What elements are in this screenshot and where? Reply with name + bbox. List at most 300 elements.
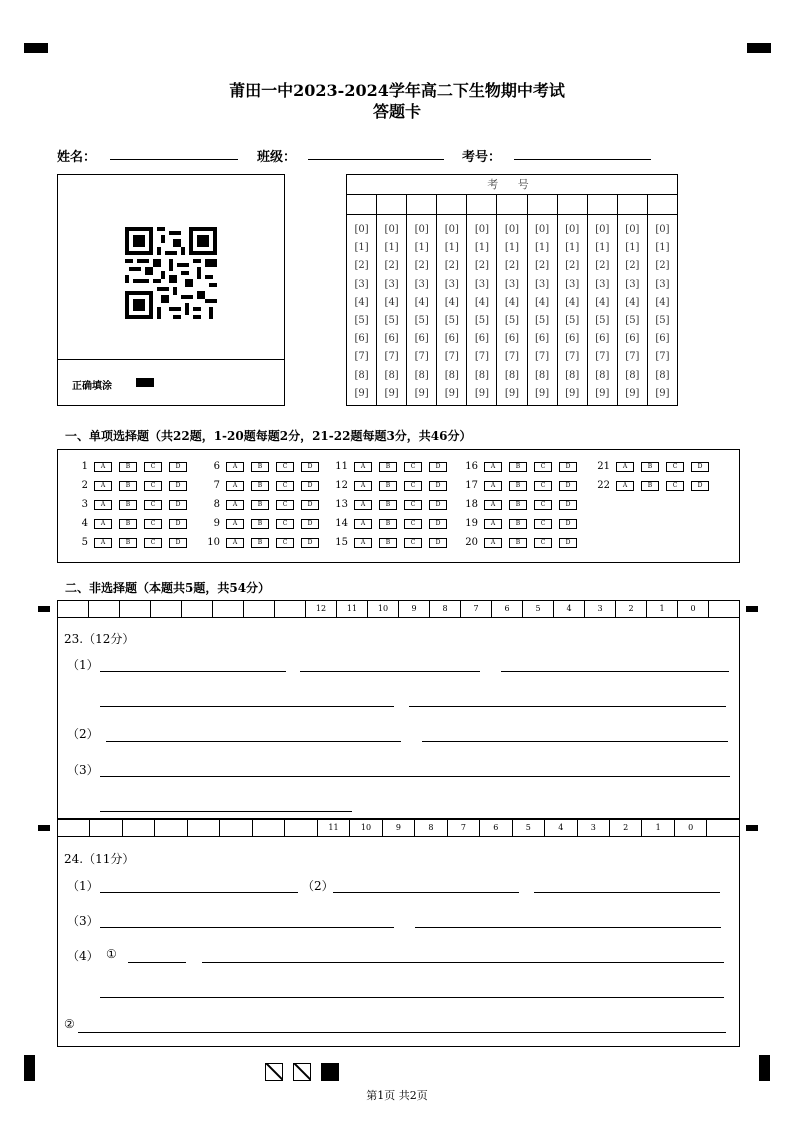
exam-digit-bubble[interactable]: [4] (354, 296, 369, 308)
exam-digit-bubble[interactable]: [7] (474, 351, 489, 363)
exam-digit-bubble[interactable]: [1] (655, 242, 670, 254)
score-cell[interactable]: 5 (523, 601, 554, 617)
exam-digit-bubble[interactable]: [8] (474, 369, 489, 381)
option-bubble-d[interactable]: D (691, 481, 709, 491)
option-bubble-b[interactable]: B (641, 462, 659, 472)
score-cell[interactable]: 4 (554, 601, 585, 617)
exam-digit-bubble[interactable]: [9] (565, 387, 580, 399)
exam-digit-bubble[interactable]: [9] (384, 387, 399, 399)
option-bubble-d[interactable]: D (301, 500, 319, 510)
q24-p4-line1[interactable] (128, 962, 186, 963)
score-cell[interactable]: 6 (492, 601, 523, 617)
exam-digit-bubble[interactable]: [4] (444, 296, 459, 308)
option-bubble-b[interactable]: B (509, 462, 527, 472)
exam-digit-bubble[interactable]: [6] (565, 333, 580, 345)
q24-part4-sub2: ② (64, 1017, 75, 1031)
q24-p3-line2[interactable] (415, 927, 721, 928)
exam-digit-bubble[interactable]: [2] (444, 260, 459, 272)
exam-digit-bubble[interactable]: [8] (384, 369, 399, 381)
choice-question (200, 518, 326, 530)
option-bubble-d[interactable]: D (301, 519, 319, 529)
option-bubble-a[interactable]: A (354, 462, 372, 472)
option-bubble-b[interactable]: B (119, 519, 137, 529)
option-bubble-d[interactable]: D (429, 481, 447, 491)
option-bubble-b[interactable]: B (119, 462, 137, 472)
option-bubble-d[interactable]: D (559, 462, 577, 472)
option-bubble-d[interactable]: D (559, 519, 577, 529)
exam-digit-bubble[interactable]: [0] (444, 224, 459, 235)
option-bubble-d[interactable]: D (169, 538, 187, 548)
score-cell[interactable]: 10 (368, 601, 399, 617)
option-bubble-d[interactable]: D (169, 500, 187, 510)
choice-question (68, 480, 194, 492)
option-bubble-c[interactable]: C (276, 462, 294, 472)
option-bubble-d[interactable]: D (559, 500, 577, 510)
qr-code-icon (125, 227, 217, 319)
exam-digit-bubble[interactable]: [6] (474, 333, 489, 345)
exam-digit-bubble[interactable]: [3] (655, 278, 670, 290)
option-bubble-a[interactable]: A (354, 519, 372, 529)
option-bubble-b[interactable]: B (379, 519, 397, 529)
exam-digit-bubble[interactable]: [5] (444, 314, 459, 326)
option-bubble-a[interactable]: A (484, 538, 502, 548)
q24-part4-sub1: ① (106, 947, 117, 961)
exam-digit-bubble[interactable]: [6] (444, 333, 459, 345)
score-cell[interactable]: 9 (383, 820, 415, 836)
option-bubble-c[interactable]: C (144, 519, 162, 529)
score-cell[interactable] (188, 820, 220, 836)
option-bubble-a[interactable]: A (616, 462, 634, 472)
option-bubble-b[interactable]: B (119, 500, 137, 510)
score-cell[interactable] (182, 601, 213, 617)
score-cell[interactable] (58, 601, 89, 617)
option-bubble-b[interactable]: B (641, 481, 659, 491)
exam-digit-bubble[interactable]: [4] (414, 296, 429, 308)
score-cell[interactable]: 11 (337, 601, 368, 617)
option-bubble-b[interactable]: B (379, 538, 397, 548)
exam-grid-bubbles[interactable] (347, 215, 677, 405)
q24-part4-label: （4） (67, 949, 99, 963)
exam-digit-bubble[interactable]: [8] (595, 369, 610, 381)
exam-digit-bubble[interactable]: [5] (595, 314, 610, 326)
q23-p1-line1[interactable] (100, 671, 286, 672)
option-bubble-d[interactable]: D (429, 519, 447, 529)
exam-grid-column[interactable] (618, 215, 648, 405)
exam-digit-bubble[interactable]: [6] (384, 333, 399, 345)
exam-digit-bubble[interactable]: [5] (535, 314, 550, 326)
exam-digit-bubble[interactable]: [7] (414, 351, 429, 363)
exam-digit-bubble[interactable]: [0] (595, 224, 610, 235)
exam-digit-bubble[interactable]: [2] (474, 260, 489, 272)
option-bubble-b[interactable]: B (379, 462, 397, 472)
score-cell[interactable] (253, 820, 285, 836)
choice-question (458, 518, 584, 530)
q23-p1-line4[interactable] (100, 706, 394, 707)
score-cell[interactable]: 0 (675, 820, 707, 836)
exam-digit-bubble[interactable]: [8] (414, 369, 429, 381)
exam-digit-bubble[interactable]: [1] (384, 242, 399, 254)
score-cell[interactable]: 7 (461, 601, 492, 617)
option-bubble-a[interactable]: A (94, 538, 112, 548)
exam-digit-bubble[interactable]: [2] (565, 260, 580, 272)
exam-digit-bubble[interactable]: [3] (384, 278, 399, 290)
exam-grid-column[interactable] (377, 215, 407, 405)
choice-question (458, 537, 584, 549)
exam-digit-bubble[interactable]: [4] (384, 296, 399, 308)
option-bubble-a[interactable]: A (354, 500, 372, 510)
exam-digit-bubble[interactable]: [0] (384, 224, 399, 235)
option-bubble-b[interactable]: B (509, 500, 527, 510)
option-bubble-b[interactable]: B (251, 519, 269, 529)
option-bubble-a[interactable]: A (354, 481, 372, 491)
q23-p1-line5[interactable] (409, 706, 726, 707)
exam-digit-bubble[interactable]: [5] (655, 314, 670, 326)
exam-digit-bubble[interactable]: [2] (535, 260, 550, 272)
exam-digit-bubble[interactable]: [4] (565, 296, 580, 308)
score-cell[interactable] (709, 601, 739, 617)
score-cell[interactable]: 9 (399, 601, 430, 617)
option-bubble-c[interactable]: C (144, 538, 162, 548)
option-bubble-d[interactable]: D (301, 538, 319, 548)
option-bubble-a[interactable]: A (484, 481, 502, 491)
option-bubble-a[interactable]: A (484, 462, 502, 472)
question-number: 6 (213, 461, 220, 472)
exam-grid-column[interactable] (497, 215, 527, 405)
option-bubble-a[interactable]: A (226, 481, 244, 491)
score-cell[interactable] (58, 820, 90, 836)
exam-digit-bubble[interactable]: [3] (504, 278, 520, 290)
score-strip-24[interactable] (57, 819, 740, 837)
option-bubble-d[interactable]: D (169, 462, 187, 472)
q23-p1-line2[interactable] (300, 671, 480, 672)
option-bubble-a[interactable]: A (94, 481, 112, 491)
option-bubble-c[interactable]: C (404, 500, 422, 510)
exam-digit-bubble[interactable]: [8] (655, 369, 670, 381)
q24-p4-line3[interactable] (100, 997, 724, 998)
option-bubble-b[interactable]: B (251, 462, 269, 472)
exam-digit-bubble[interactable]: [5] (474, 314, 489, 326)
score-cell[interactable] (120, 601, 151, 617)
exam-digit-bubble[interactable]: [8] (504, 369, 520, 381)
exam-digit-bubble[interactable]: [8] (565, 369, 580, 381)
exam-digit-bubble[interactable]: [7] (535, 351, 550, 363)
exam-grid-column[interactable] (407, 215, 437, 405)
exam-digit-bubble[interactable]: [3] (535, 278, 550, 290)
score-cell[interactable]: 3 (585, 601, 616, 617)
exam-digit-bubble[interactable]: [6] (414, 333, 429, 345)
choice-answer-area[interactable] (57, 449, 740, 563)
option-bubble-b[interactable]: B (509, 519, 527, 529)
question-number: 18 (465, 499, 478, 510)
exam-digit-bubble[interactable]: [1] (535, 242, 550, 254)
exam-digit-bubble[interactable]: [3] (354, 278, 369, 290)
exam-digit-bubble[interactable]: [6] (354, 333, 369, 345)
score-cell[interactable] (89, 601, 120, 617)
exam-digit-bubble[interactable]: [0] (565, 224, 580, 235)
exam-digit-bubble[interactable]: [7] (595, 351, 610, 363)
option-bubble-d[interactable]: D (559, 481, 577, 491)
exam-digit-bubble[interactable]: [7] (504, 351, 520, 363)
option-bubble-a[interactable]: A (616, 481, 634, 491)
score-cell[interactable]: 11 (318, 820, 350, 836)
exam-digit-bubble[interactable]: [3] (565, 278, 580, 290)
exam-digit-bubble[interactable]: [1] (414, 242, 429, 254)
option-bubble-c[interactable]: C (144, 500, 162, 510)
option-bubble-c[interactable]: C (144, 462, 162, 472)
correct-fill-sample (136, 378, 154, 387)
exam-digit-bubble[interactable]: [7] (384, 351, 399, 363)
score-cell[interactable]: 7 (448, 820, 480, 836)
exam-digit-bubble[interactable]: [9] (414, 387, 429, 399)
exam-digit-bubble[interactable]: [9] (655, 387, 670, 399)
score-cell[interactable]: 3 (578, 820, 610, 836)
exam-digit-bubble[interactable]: [1] (595, 242, 610, 254)
score-cell[interactable] (244, 601, 275, 617)
exam-digit-bubble[interactable]: [3] (625, 278, 640, 290)
q23-p2-line1[interactable] (106, 741, 401, 742)
option-bubble-c[interactable]: C (534, 481, 552, 491)
option-bubble-c[interactable]: C (276, 500, 294, 510)
exam-number-grid (346, 174, 678, 406)
exam-digit-bubble[interactable]: [4] (595, 296, 610, 308)
option-bubble-c[interactable]: C (666, 481, 684, 491)
score-cell[interactable]: 10 (350, 820, 382, 836)
registration-mark-right-1 (746, 606, 758, 612)
class-field[interactable] (308, 159, 444, 160)
exam-digit-bubble[interactable]: [5] (354, 314, 369, 326)
option-bubble-c[interactable]: C (666, 462, 684, 472)
score-cell[interactable] (90, 820, 122, 836)
exam-grid-column[interactable] (648, 215, 677, 405)
option-bubble-c[interactable]: C (276, 519, 294, 529)
exam-digit-bubble[interactable]: [7] (655, 351, 670, 363)
option-bubble-a[interactable]: A (226, 519, 244, 529)
exam-digit-bubble[interactable]: [3] (595, 278, 610, 290)
score-strip-23[interactable] (57, 600, 740, 618)
exam-digit-bubble[interactable]: [9] (444, 387, 459, 399)
option-bubble-b[interactable]: B (379, 481, 397, 491)
score-cell[interactable]: 1 (642, 820, 674, 836)
exam-digit-bubble[interactable]: [7] (444, 351, 459, 363)
exam-digit-bubble[interactable]: [0] (474, 224, 489, 235)
question-number: 17 (465, 480, 478, 491)
option-bubble-d[interactable]: D (691, 462, 709, 472)
exam-digit-bubble[interactable]: [2] (384, 260, 399, 272)
option-bubble-b[interactable]: B (509, 481, 527, 491)
exam-digit-bubble[interactable]: [8] (535, 369, 550, 381)
exam-digit-bubble[interactable]: [2] (504, 260, 520, 272)
score-cell[interactable]: 1 (647, 601, 678, 617)
q23-p3-line1[interactable] (100, 776, 730, 777)
score-cell[interactable]: 2 (616, 601, 647, 617)
exam-digit-bubble[interactable]: [1] (444, 242, 459, 254)
option-bubble-d[interactable]: D (169, 519, 187, 529)
exam-grid-column[interactable] (528, 215, 558, 405)
score-cell[interactable]: 4 (545, 820, 577, 836)
option-bubble-a[interactable]: A (94, 500, 112, 510)
exam-digit-bubble[interactable]: [4] (474, 296, 489, 308)
exam-digit-bubble[interactable]: [5] (414, 314, 429, 326)
option-bubble-c[interactable]: C (404, 462, 422, 472)
score-cell[interactable] (220, 820, 252, 836)
exam-digit-bubble[interactable]: [5] (565, 314, 580, 326)
option-bubble-a[interactable]: A (484, 500, 502, 510)
exam-digit-bubble[interactable]: [6] (504, 333, 520, 345)
exam-digit-bubble[interactable]: [1] (474, 242, 489, 254)
exam-digit-bubble[interactable]: [8] (354, 369, 369, 381)
exam-digit-bubble[interactable]: [9] (354, 387, 369, 399)
name-label: 姓名： (57, 150, 97, 165)
exam-digit-bubble[interactable]: [6] (655, 333, 670, 345)
score-cell[interactable]: 2 (610, 820, 642, 836)
exam-digit-bubble[interactable]: [1] (354, 242, 369, 254)
exam-digit-bubble[interactable]: [0] (535, 224, 550, 235)
choice-question (68, 461, 194, 473)
exam-digit-bubble[interactable]: [0] (655, 224, 670, 235)
exam-digit-bubble[interactable]: [2] (625, 260, 640, 272)
score-cell[interactable]: 5 (513, 820, 545, 836)
q23-p3-line2[interactable] (100, 811, 352, 812)
page-footer: 第1页 共2页 (366, 1089, 428, 1102)
exam-digit-bubble[interactable]: [6] (595, 333, 610, 345)
q23-p1-line3[interactable] (501, 671, 729, 672)
option-bubble-b[interactable]: B (251, 500, 269, 510)
exam-digit-bubble[interactable]: [1] (504, 242, 520, 254)
option-bubble-b[interactable]: B (251, 538, 269, 548)
q24-p2-line1[interactable] (333, 892, 519, 893)
option-bubble-d[interactable]: D (559, 538, 577, 548)
option-bubble-a[interactable]: A (94, 519, 112, 529)
exam-digit-bubble[interactable]: [4] (535, 296, 550, 308)
exam-grid-write-row[interactable] (347, 195, 677, 215)
exam-grid-column[interactable] (347, 215, 377, 405)
q23-p2-line2[interactable] (422, 741, 728, 742)
exam-digit-bubble[interactable]: [4] (625, 296, 640, 308)
exam-digit-bubble[interactable]: [8] (444, 369, 459, 381)
exam-digit-bubble[interactable]: [5] (625, 314, 640, 326)
exam-no-field[interactable] (514, 159, 651, 160)
option-bubble-c[interactable]: C (144, 481, 162, 491)
exam-digit-bubble[interactable]: [7] (354, 351, 369, 363)
exam-digit-bubble[interactable]: [3] (444, 278, 459, 290)
option-bubble-b[interactable]: B (119, 481, 137, 491)
option-bubble-d[interactable]: D (301, 462, 319, 472)
exam-digit-bubble[interactable]: [9] (595, 387, 610, 399)
exam-digit-bubble[interactable]: [7] (565, 351, 580, 363)
exam-digit-bubble[interactable]: [6] (625, 333, 640, 345)
score-cell[interactable] (123, 820, 155, 836)
q24-p2-line2[interactable] (534, 892, 720, 893)
exam-digit-bubble[interactable]: [3] (474, 278, 489, 290)
option-bubble-a[interactable]: A (226, 462, 244, 472)
exam-digit-bubble[interactable]: [0] (625, 224, 640, 235)
exam-grid-column[interactable] (467, 215, 497, 405)
exam-grid-column[interactable] (588, 215, 618, 405)
score-cell[interactable] (275, 601, 306, 617)
score-cell[interactable]: 8 (430, 601, 461, 617)
exam-digit-bubble[interactable]: [5] (384, 314, 399, 326)
q24-p3-line1[interactable] (100, 927, 394, 928)
option-bubble-d[interactable]: D (301, 481, 319, 491)
option-bubble-b[interactable]: B (251, 481, 269, 491)
q24-p4-line4[interactable] (78, 1032, 726, 1033)
option-bubble-a[interactable]: A (94, 462, 112, 472)
exam-digit-bubble[interactable]: [2] (354, 260, 369, 272)
exam-digit-bubble[interactable]: [1] (565, 242, 580, 254)
exam-grid-column[interactable] (437, 215, 467, 405)
exam-digit-bubble[interactable]: [0] (414, 224, 429, 235)
exam-digit-bubble[interactable]: [9] (474, 387, 489, 399)
option-bubble-b[interactable]: B (119, 538, 137, 548)
exam-grid-column[interactable] (558, 215, 588, 405)
option-bubble-b[interactable]: B (509, 538, 527, 548)
question-number: 14 (335, 518, 348, 529)
exam-digit-bubble[interactable]: [4] (504, 296, 520, 308)
option-bubble-c[interactable]: C (534, 519, 552, 529)
exam-digit-bubble[interactable]: [0] (504, 224, 520, 235)
option-bubble-a[interactable]: A (484, 519, 502, 529)
q24-p1-line1[interactable] (100, 892, 298, 893)
exam-digit-bubble[interactable]: [9] (504, 387, 520, 399)
question-number: 9 (213, 518, 220, 529)
exam-digit-bubble[interactable]: [1] (625, 242, 640, 254)
exam-digit-bubble[interactable]: [2] (595, 260, 610, 272)
exam-digit-bubble[interactable]: [9] (535, 387, 550, 399)
option-bubble-a[interactable]: A (226, 500, 244, 510)
exam-digit-bubble[interactable]: [2] (655, 260, 670, 272)
score-cell[interactable] (155, 820, 187, 836)
score-cell[interactable]: 12 (306, 601, 337, 617)
exam-grid-header: 考 号 (347, 175, 677, 195)
option-bubble-d[interactable]: D (429, 538, 447, 548)
question-number: 5 (81, 537, 88, 548)
option-bubble-d[interactable]: D (429, 500, 447, 510)
exam-digit-bubble[interactable]: [4] (655, 296, 670, 308)
option-bubble-c[interactable]: C (404, 481, 422, 491)
score-cell[interactable] (707, 820, 738, 836)
option-bubble-c[interactable]: C (534, 462, 552, 472)
registration-mark-top-left (24, 43, 48, 53)
option-bubble-c[interactable]: C (534, 500, 552, 510)
option-bubble-a[interactable]: A (226, 538, 244, 548)
option-bubble-a[interactable]: A (354, 538, 372, 548)
score-cell[interactable]: 6 (480, 820, 512, 836)
exam-digit-bubble[interactable]: [3] (414, 278, 429, 290)
option-bubble-c[interactable]: C (276, 481, 294, 491)
option-bubble-c[interactable]: C (404, 519, 422, 529)
exam-digit-bubble[interactable]: [0] (354, 224, 369, 235)
exam-digit-bubble[interactable]: [5] (504, 314, 520, 326)
exam-digit-bubble[interactable]: [7] (625, 351, 640, 363)
q24-p4-line2[interactable] (202, 962, 724, 963)
exam-digit-bubble[interactable]: [8] (625, 369, 640, 381)
option-bubble-c[interactable]: C (404, 538, 422, 548)
option-bubble-d[interactable]: D (429, 462, 447, 472)
option-bubble-c[interactable]: C (534, 538, 552, 548)
exam-digit-bubble[interactable]: [2] (414, 260, 429, 272)
score-cell[interactable]: 0 (678, 601, 709, 617)
name-field[interactable] (110, 159, 238, 160)
score-cell[interactable] (213, 601, 244, 617)
score-cell[interactable] (285, 820, 317, 836)
exam-digit-bubble[interactable]: [6] (535, 333, 550, 345)
score-cell[interactable]: 8 (415, 820, 447, 836)
option-bubble-d[interactable]: D (169, 481, 187, 491)
option-bubble-b[interactable]: B (379, 500, 397, 510)
option-bubble-c[interactable]: C (276, 538, 294, 548)
score-cell[interactable] (151, 601, 182, 617)
exam-digit-bubble[interactable]: [9] (625, 387, 640, 399)
